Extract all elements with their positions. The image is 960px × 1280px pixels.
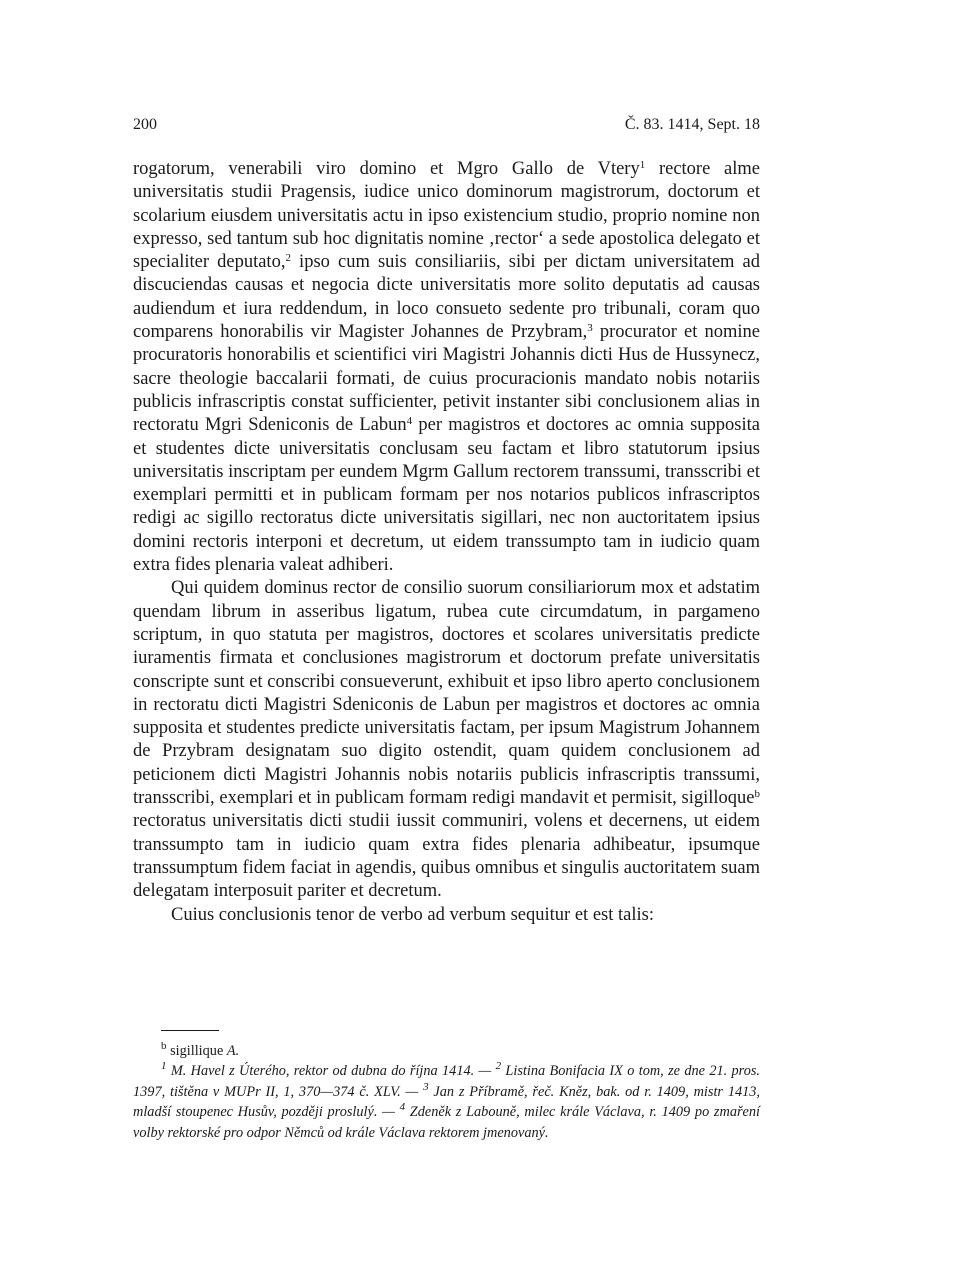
- variant-ref-b: b: [754, 788, 760, 801]
- text-segment: rogatorum, venerabili viro domino et Mgro Gallo de Vtery: [133, 159, 640, 179]
- note-text-4: Zdeněk z Labouně, milec krále Václava, r. 1409 po zmaření volby rektorské pro odpor Němců od krále Václava rektorem jmenovaný.: [133, 1104, 761, 1141]
- note-text-2: Listina Bonifacia IX o tom, ze dne 21. pros. 1397, tištěna v MUPr II, 1, 370—374 č. XLV. —: [133, 1063, 760, 1100]
- variant-text: sigillique: [166, 1043, 227, 1059]
- text-segment: rectore alme universitatis studii Pragensis, iudice unico dominorum magistrorum, doctorum et scolarium eiusdem universitatis actu in ipso existencium studio, proprio nomine non expresso, sed tantum sub hoc dignitatis nomine ‚rector‘ a sede apostolica delegato et specialiter deputato,: [133, 159, 760, 273]
- paragraph-3: Cuius conclusionis tenor de verbo ad verbum sequitur et est talis:: [171, 904, 654, 925]
- text-segment: Qui quidem dominus rector de consilio suorum consiliariorum mox et adstatim quendam librum in asseribus ligatum, rubea cute circumdatum, in pargameno scriptum, in quo statuta per magistros, doctores et scolares universitatis predicte iuramentis firmata et conclusiones magistrorum et doctorum prefate universitatis conscripte sunt et conscribi consueverunt, exhibuit et ipso libro aperto conclusionem in rectoratu dicti Magistri Sdeniconis de Labun per magistros et doctores ac omnia supposita et studentes predicte universitatis factam, per ipsum Magistrum Johannem de Przybram designatam suo digito ostendit, quam quidem conclusionem ad peticionem dicti Magistri Johannis nobis notariis publicis infrascriptis transsumi, transscribi, exemplari et in publicam formam redigi mandavit et permisit, sigilloque: [133, 578, 760, 809]
- note-mark-4: 4: [399, 1101, 406, 1114]
- document-reference: Č. 83. 1414, Sept. 18: [624, 116, 760, 133]
- note-text-1: M. Havel z Úterého, rektor od dubna do října 1414. —: [166, 1063, 496, 1080]
- text-segment: procurator et nomine procuratoris honorabilis et scientifici viri Magistri Johannis dicti Hus de Hussynecz, sacre theologie baccalarii formati, de cuius procuracionis mandato nobis notariis publicis infrascriptis constat sufficienter, petivit instanter sibi conclusionem alias in rectoratu Mgri Sdeniconis de Labun: [133, 322, 760, 436]
- note-mark-1: 1: [161, 1060, 167, 1073]
- commentary-notes: [133, 1061, 760, 1143]
- footnote-ref-1: 1: [639, 159, 646, 171]
- footnote-divider: [161, 1030, 219, 1031]
- variant-source: A.: [226, 1043, 240, 1059]
- paragraph-2: [133, 577, 760, 903]
- text-segment: per magistros et doctores ac omnia supposita et studentes dicte universitatis conclusam seu factam et libro statutorum ipsius universitatis inscriptam per eundem Mgrm Gallum rectorem transsumi, transscribi et exemplari permitti et in publicam formam per nos notarios publicos infrascriptos redigi ac sigillo rectoratus dicte universitatis sigillari, nec non auctoritatem ipsius domini rectoris interponi et decretum, ut eidem transsumpto tam in iudicio quam extra fides plenaria valeat adhiberi.: [133, 415, 760, 576]
- footnote-ref-2: 2: [285, 252, 291, 265]
- variant-mark: b: [161, 1040, 167, 1052]
- footnotes: [133, 1041, 760, 1143]
- main-text: [133, 158, 760, 927]
- text-segment: ipso cum suis consiliariis, sibi per dictam universitatem ad discuciendas causas et negocia dicte universitatis more solito deputatis ad causas audiendum et iura reddendum, in loco consueto sedente pro tribunali, coram quo comparens honorabilis vir Magister Johannes de Przybram,: [133, 252, 761, 343]
- page-number: 200: [133, 116, 157, 133]
- running-header: [133, 116, 760, 140]
- note-text-3: Jan z Příbramě, řeč. Kněz, bak. od r. 1409, mistr 1413, mladší stoupenec Husův, později proslulý. —: [133, 1083, 760, 1121]
- note-mark-2: 2: [495, 1060, 502, 1073]
- footnote-ref-3: 3: [587, 322, 593, 335]
- text-segment: rectoratus universitatis dicti studii iussit communiri, volens et decernens, ut eidem transsumpto tam in iudicio quam extra fides plenaria adhibeatur, ipsumque transsumptum fidem faciat in agendis, quibus omnibus et singulis auctoritatem suam delegatam interposuit pariter et decretum.: [133, 811, 760, 902]
- variant-note: [133, 1041, 760, 1061]
- footnote-ref-4: 4: [406, 415, 413, 428]
- paragraph-1: [133, 158, 760, 577]
- note-mark-3: 3: [423, 1080, 429, 1093]
